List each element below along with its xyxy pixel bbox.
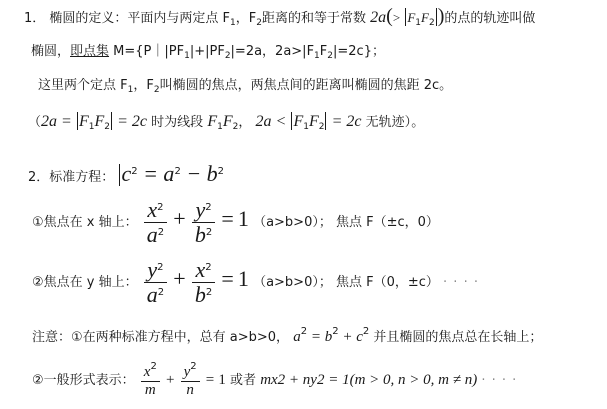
equals-sign: = [221,266,234,291]
condition-text: （a>b>0）； [253,275,332,290]
sub-1: 1 [184,51,190,61]
math-c: c [121,161,132,186]
sub-1: 1 [415,18,421,28]
sup-2: 2 [300,326,308,337]
focus-text: 叫椭圆的焦点，两焦点间的距离叫椭圆的焦距 2c [159,78,440,93]
paren-open: ( [386,5,393,27]
sub-2: 2 [256,18,262,28]
f-symbol: F [222,113,233,130]
math-m: m [144,382,156,398]
math-b: = b [307,329,333,345]
one: 1 [237,206,249,231]
set-text: F [319,44,328,59]
sub-1: 1 [230,18,236,28]
trailing-dots: · · · · [481,373,518,388]
abs-bar [325,112,326,130]
definition-text: 椭圆的定义：平面内与两定点 F [49,11,231,26]
sub-1: 1 [127,85,134,95]
sub-1: 1 [314,51,320,61]
fraction-y2-b2 [192,198,215,247]
sup-2: 2 [190,361,197,373]
f-symbol: F [207,113,218,130]
set-label: 即点集 [70,44,110,59]
math-y: y [195,196,206,222]
f-symbol: F [78,113,89,130]
sub-2: 2 [428,18,435,28]
condition-text: （a>b>0）； [253,215,332,230]
math-c: + c [338,329,363,345]
gt-sign: > [392,10,401,25]
math-2c: = 2c [117,113,148,130]
math-n: n [186,382,194,398]
sup-2: 2 [150,361,157,373]
focus-text: 这里两个定点 F [38,78,128,93]
constant-2a: 2a [370,9,387,26]
general-expression: mx2 + ny2 = 1(m > 0, n > 0, m ≠ n) [260,372,478,388]
sub-2: 2 [318,122,325,132]
definition-text: 距离的和等于常数 [262,11,367,26]
math-a: a [146,222,158,247]
sup-2: 2 [157,227,165,238]
plus-sign: + [165,372,175,388]
f-symbol: F [94,113,105,130]
paren-close: ) [437,5,445,27]
fraction-y2-a2 [144,258,167,307]
no-locus-text: 无轨迹） [365,115,412,130]
abs-bar [436,8,437,26]
fraction-y2-n [181,362,200,399]
fraction-x2-b2 [192,258,215,307]
sup-2: 2 [362,326,370,337]
general-form-line [32,358,517,403]
set-text: |+|PF [189,44,225,59]
definition-text: 的点的轨迹叫做 [444,11,536,26]
period: 。 [411,115,425,130]
general-label: ②一般形式表示： [32,373,135,388]
paren-open: （ [28,115,42,130]
plus-sign: + [173,206,186,231]
math-2a-eq: 2a = [41,113,72,130]
math-b: − b [180,161,218,186]
f-symbol: F [407,10,416,25]
section-label: 标准方程： [49,170,115,185]
sup-2: 2 [217,166,225,177]
math-x: x [143,364,151,381]
sub-2: 2 [224,51,231,61]
sub-1: 1 [217,122,223,132]
note-tail: 并且椭圆的焦点总在长轴上； [373,330,543,345]
fraction-x2-a2 [144,198,167,247]
comma: ， [238,115,252,130]
sup-2: 2 [205,287,213,298]
definition-line-2 [31,44,385,64]
abs-bar [77,112,78,130]
y-axis-equation [32,254,479,308]
f-symbol: F [308,113,319,130]
sup-2: 2 [205,227,213,238]
definition-line-3 [38,78,452,98]
sup-2: 2 [205,261,212,273]
math-a: a [293,329,301,345]
definition-text: 椭圆， [31,44,71,59]
standard-equation-heading [28,160,224,190]
f-symbol: F [421,10,429,25]
equals-sign: = [205,372,215,388]
sup-2: 2 [157,287,165,298]
or-text: 或者 [230,373,257,388]
math-a: a [146,282,158,307]
item-number: 2． [28,170,50,185]
sup-2: 2 [332,326,339,337]
y-axis-label: ②焦点在 y 轴上： [32,275,138,290]
note-line [32,322,542,348]
sub-1: 1 [303,122,309,132]
math-a: = a [137,161,175,186]
fraction-x2-m [141,362,160,399]
math-y: y [183,364,191,381]
segment-text: 时为线段 [151,115,204,130]
sub-2: 2 [104,122,110,132]
one: 1 [237,266,249,291]
abs-bar [111,112,112,130]
period: 。 [439,78,453,93]
note-text: 注意：①在两种标准方程中，总有 a>b>0， [32,330,290,345]
math-x: x [147,196,158,222]
definition-line-4 [28,112,424,135]
math-x: x [195,256,206,282]
definition-text: ，F [235,11,257,26]
math-y: y [147,256,158,282]
item-number: 1． [24,11,46,26]
trailing-dots: · · · · [443,275,479,290]
plus-sign: + [173,266,186,291]
sup-2: 2 [205,201,212,213]
set-text: M={P｜|PF [109,44,185,59]
math-2c: = 2c [331,113,362,130]
equals-sign: = [221,206,234,231]
sub-1: 1 [88,122,95,132]
math-b: b [194,222,206,247]
one: 1 [218,372,226,388]
focus-text: ，F [133,78,154,93]
x-axis-label: ①焦点在 x 轴上： [32,215,138,230]
sub-2: 2 [327,51,333,61]
sup-2: 2 [131,166,138,177]
focus-coordinates: 焦点 F（0，±c） [335,275,439,290]
sub-2: 2 [232,122,239,132]
focus-coordinates: 焦点 F（±c，0） [335,215,439,230]
definition-line-1 [24,5,536,31]
set-text: |=2a，2a>|F [230,44,315,59]
set-text: |=2c}； [333,44,385,59]
f-symbol: F [293,113,304,130]
sup-2: 2 [174,166,181,177]
sub-2: 2 [153,85,160,95]
sup-2: 2 [157,201,164,213]
math-2a-lt: 2a < [255,113,287,130]
x-axis-equation [32,194,439,248]
math-b: b [194,282,206,307]
sup-2: 2 [157,261,164,273]
